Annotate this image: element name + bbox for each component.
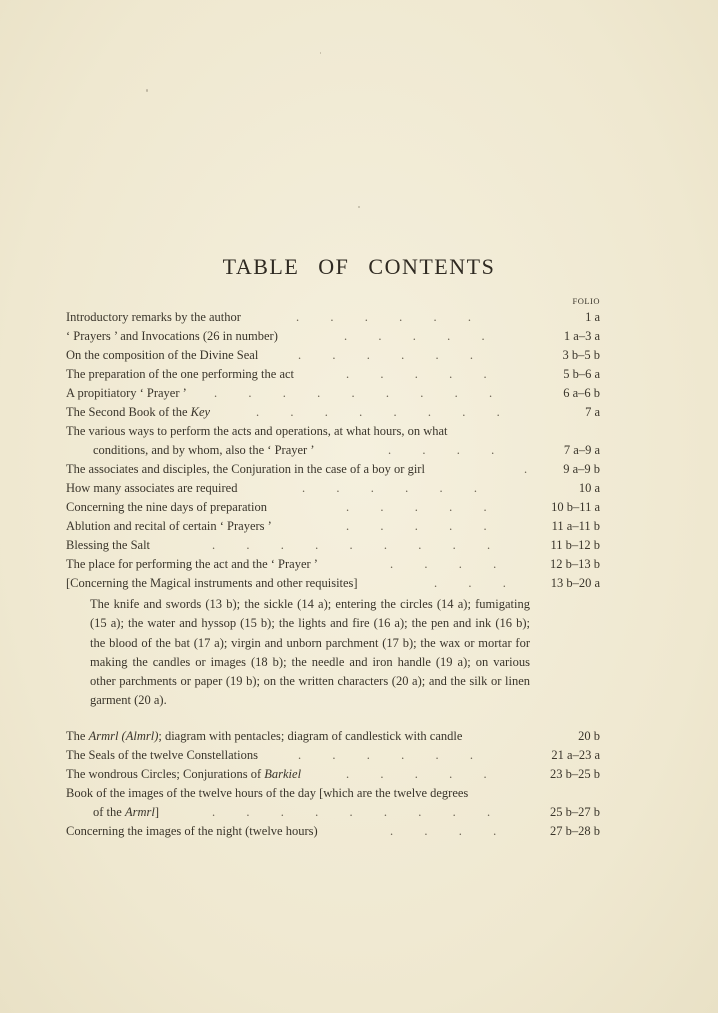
instruments-paragraph: The knife and swords (13 b); the sickle (14 a); entering the circles (14 a); fumigating (15 a); the water and hyssop (15 b); the lights and fire (16 a); the pen and ink (16 b); the blood of the bat (17 a); virgin and unborn parchment (17 b); the wax or mortar for making the candles or images (18 b); the needle and iron handle (19 a); on various other parchments or paper (19 b); on the written characters (20 a); and the silk or linen garment (20 a). bbox=[90, 597, 530, 708]
page-title bbox=[0, 254, 718, 280]
entry-folio: 6 a–6 b bbox=[563, 386, 600, 400]
toc-entry bbox=[66, 441, 600, 460]
entry-label: A propitiatory ‘ Prayer ’ bbox=[66, 386, 187, 400]
entry-folio: 10 b–11 a bbox=[551, 500, 600, 514]
entry-label: conditions, and by whom, also the ‘ Prayer ’ bbox=[93, 443, 315, 457]
dot-leaders: . . . . . . . . bbox=[256, 405, 500, 419]
toc-entry bbox=[66, 536, 600, 555]
entry-folio: 21 a–23 a bbox=[551, 748, 600, 762]
toc-entry bbox=[66, 327, 600, 346]
toc-entry bbox=[66, 365, 600, 384]
entry-label-text: ; diagram with pentacles; diagram of candlestick with candle bbox=[158, 729, 463, 743]
toc-entry bbox=[66, 803, 600, 822]
entry-label: Blessing the Salt bbox=[66, 538, 151, 552]
paper-speck bbox=[320, 52, 321, 54]
entry-label: The preparation of the one performing the act bbox=[66, 367, 295, 381]
entry-folio: 23 b–25 b bbox=[550, 767, 600, 781]
entry-folio: 5 b–6 a bbox=[563, 367, 600, 381]
entry-folio: 13 b–20 a bbox=[550, 576, 600, 590]
entry-folio: 10 a bbox=[578, 481, 600, 495]
entry-label bbox=[66, 765, 301, 784]
title-word: OF bbox=[318, 254, 350, 279]
entry-label bbox=[66, 727, 462, 746]
toc-entry bbox=[66, 784, 600, 803]
entry-folio: 27 b–28 b bbox=[550, 824, 600, 838]
entry-label: How many associates are required bbox=[66, 481, 238, 495]
entry-label bbox=[66, 403, 210, 422]
entry-label: Introductory remarks by the author bbox=[66, 310, 241, 324]
toc-entry bbox=[66, 746, 600, 765]
entry-folio: 12 b–13 b bbox=[550, 557, 600, 571]
entry-label-text: ] bbox=[154, 805, 159, 819]
entry-folio: 7 a bbox=[585, 405, 600, 419]
toc-entry bbox=[66, 727, 600, 746]
dot-leaders: . . . . . . . . . bbox=[214, 386, 493, 400]
title-word: TABLE bbox=[222, 254, 300, 279]
entry-label: Book of the images of the twelve hours of the day [which are the twelve degrees bbox=[66, 786, 469, 800]
entry-label: On the composition of the Divine Seal bbox=[66, 348, 259, 362]
entry-label-text: The bbox=[66, 729, 89, 743]
entry-label: ‘ Prayers ’ and Invocations (26 in number) bbox=[66, 329, 278, 343]
dot-leaders: . . . . . bbox=[346, 367, 487, 381]
entry-folio: 9 a–9 b bbox=[563, 462, 600, 476]
entry-folio: 11 a–11 b bbox=[551, 519, 600, 533]
toc-entry bbox=[66, 498, 600, 517]
entry-label bbox=[93, 803, 159, 822]
folio-column-header: FOLIO bbox=[572, 296, 600, 306]
entry-folio: 3 b–5 b bbox=[562, 348, 600, 362]
entry-label-italic: Barkiel bbox=[264, 767, 302, 781]
entry-label-italic: Key bbox=[190, 405, 211, 419]
entry-label: The associates and disciples, the Conjuration in the case of a boy or girl bbox=[66, 462, 425, 476]
entry-folio: 25 b–27 b bbox=[550, 805, 600, 819]
entry-label: Concerning the nine days of preparation bbox=[66, 500, 267, 514]
entry-label-italic: Armrl (Almrl) bbox=[88, 729, 159, 743]
dot-leaders: . . . . . . . . . bbox=[212, 805, 491, 819]
toc-entry bbox=[66, 479, 600, 498]
entry-folio: 1 a bbox=[585, 310, 600, 324]
entry-label: The place for performing the act and the ‘ Prayer ’ bbox=[66, 557, 318, 571]
entry-folio: 7 a–9 a bbox=[563, 443, 600, 457]
toc-entry bbox=[66, 517, 600, 536]
toc-entry bbox=[66, 574, 600, 593]
toc-entry bbox=[66, 765, 600, 784]
toc-entry bbox=[66, 422, 600, 441]
toc-entry bbox=[66, 555, 600, 574]
entry-label-text: of the bbox=[93, 805, 125, 819]
entry-label: The various ways to perform the acts and operations, at what hours, on what bbox=[66, 424, 448, 438]
toc-entry bbox=[66, 822, 600, 841]
toc-entry bbox=[66, 384, 600, 403]
dot-leaders: . . . . . . bbox=[298, 748, 473, 762]
dot-leaders: . . . . . bbox=[346, 519, 487, 533]
entry-label-text: The Second Book of the bbox=[66, 405, 191, 419]
entry-label: The Seals of the twelve Constellations bbox=[66, 748, 258, 762]
entry-folio: 20 b bbox=[578, 729, 600, 743]
dot-leaders: . . . . . . . . . bbox=[212, 538, 491, 552]
toc-entry bbox=[66, 460, 600, 479]
dot-leaders: . . . . . . bbox=[302, 481, 477, 495]
toc-entry bbox=[66, 308, 600, 327]
entry-folio: 11 b–12 b bbox=[550, 538, 600, 552]
dot-leaders: . . . . . bbox=[346, 500, 487, 514]
dot-leaders: . . . bbox=[434, 576, 506, 590]
paper-speck bbox=[358, 206, 360, 208]
entry-label: [Concerning the Magical instruments and other requisites] bbox=[66, 576, 358, 590]
entry-folio: 1 a–3 a bbox=[563, 329, 600, 343]
dot-leaders: . . . . bbox=[388, 443, 495, 457]
toc-entry bbox=[66, 403, 600, 422]
entry-label-text: The wondrous Circles; Conjurations of bbox=[66, 767, 265, 781]
dot-leaders: . . . . . bbox=[344, 329, 485, 343]
dot-leaders: . . . . bbox=[390, 557, 497, 571]
entry-label: Ablution and recital of certain ‘ Prayers ’ bbox=[66, 519, 272, 533]
toc-entry bbox=[66, 346, 600, 365]
dot-leaders: . . . . bbox=[390, 824, 497, 838]
dot-leaders: . . . . . bbox=[346, 767, 487, 781]
entry-label-italic: Armrl bbox=[124, 805, 155, 819]
dot-leaders: . bbox=[524, 462, 528, 476]
dot-leaders: . . . . . . bbox=[296, 310, 471, 324]
entry-label: Concerning the images of the night (twelve hours) bbox=[66, 824, 318, 838]
title-word: CONTENTS bbox=[368, 254, 496, 279]
paper-speck bbox=[146, 89, 148, 92]
dot-leaders: . . . . . . bbox=[298, 348, 473, 362]
